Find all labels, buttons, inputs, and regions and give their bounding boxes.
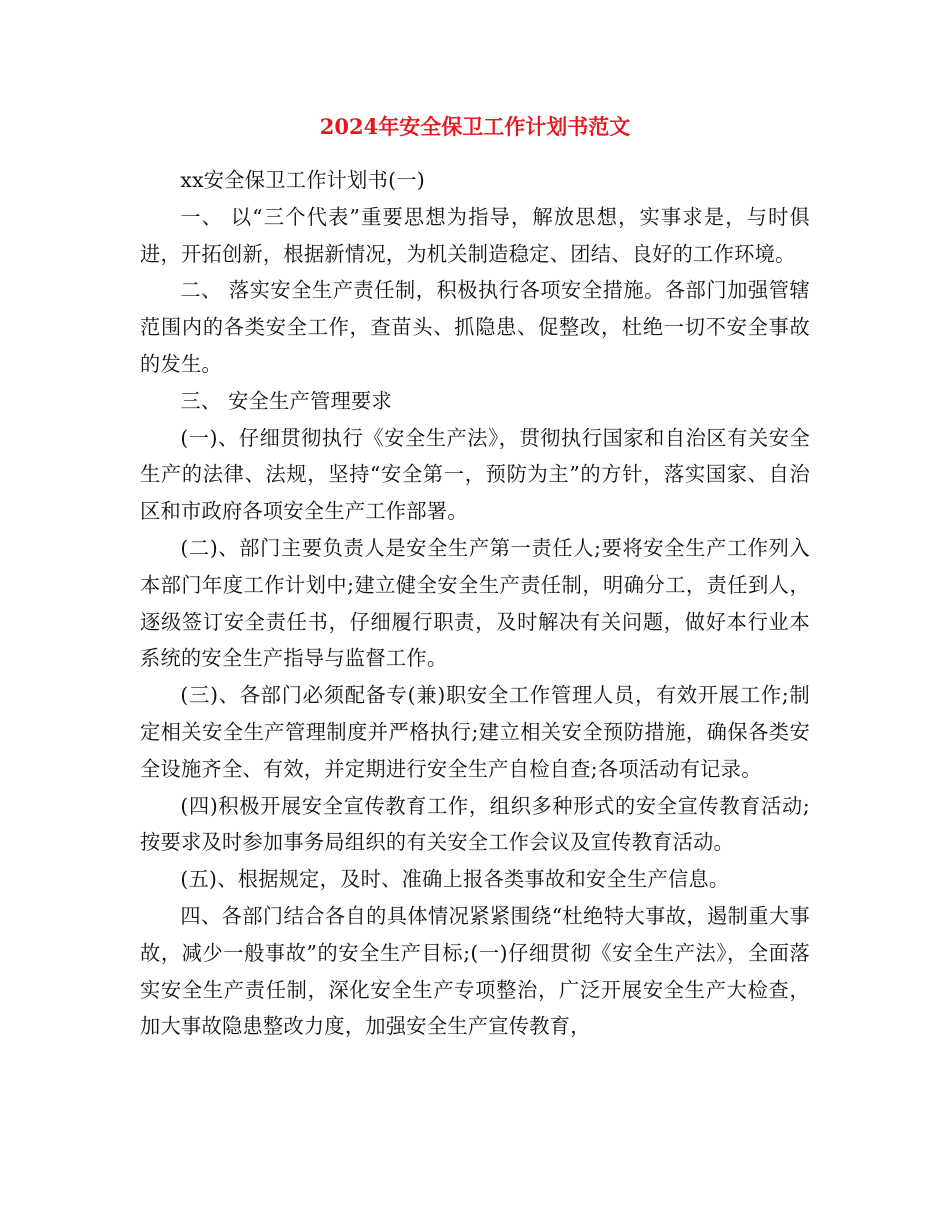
document-title: 2024年安全保卫工作计划书范文 — [319, 114, 631, 139]
paragraph-subtitle: xx安全保卫工作计划书(一) — [180, 168, 425, 192]
paragraph-section-3-heading: 三、 安全生产管理要求 — [180, 388, 392, 413]
document-body — [140, 162, 810, 1045]
paragraph-section-4: 四、各部门结合各自的具体情况紧紧围绕“杜绝特大事故，遏制重大事故，减少一般事故”的安全生产目标;(一)仔细贯彻《安全生产法》，全面落实安全生产责任制，深化安全生产专项整治，广泛开展安全生产大检查，加大事故隐患整改力度，加强安全生产宣传教育， — [140, 903, 810, 1039]
paragraph-item-5: (五)、根据规定，及时、准确上报各类事故和安全生产信息。 — [180, 867, 730, 892]
paragraph-item-2: (二)、部门主要负责人是安全生产第一责任人;要将安全生产工作列入本部门年度工作计划中;建立健全安全生产责任制，明确分工，责任到人，逐级签订安全责任书，仔细履行职责，及时解决有关问题，做好本行业本系统的安全生产指导与监督工作。 — [140, 535, 810, 671]
paragraph-item-4: (四)积极开展安全宣传教育工作，组织多种形式的安全宣传教育活动;按要求及时参加事务局组织的有关安全工作会议及宣传教育活动。 — [140, 793, 810, 855]
paragraph-section-2: 二、 落实安全生产责任制，积极执行各项安全措施。各部门加强管辖范围内的各类安全工作，查苗头、抓隐患、促整改，杜绝一切不安全事故的发生。 — [140, 278, 810, 376]
paragraph-item-3: (三)、各部门必须配备专(兼)职安全工作管理人员，有效开展工作;制定相关安全生产管理制度并严格执行;建立相关安全预防措施，确保各类安全设施齐全、有效，并定期进行安全生产自检自查;各项活动有记录。 — [140, 683, 810, 781]
paragraph-section-1: 一、 以“三个代表”重要思想为指导，解放思想，实事求是，与时俱进，开拓创新，根据新情况，为机关制造稳定、团结、良好的工作环境。 — [140, 204, 810, 266]
paragraph-item-1: (一)、仔细贯彻执行《安全生产法》，贯彻执行国家和自治区有关安全生产的法律、法规，坚持“安全第一，预防为主”的方针，落实国家、自治区和市政府各项安全生产工作部署。 — [140, 425, 810, 524]
